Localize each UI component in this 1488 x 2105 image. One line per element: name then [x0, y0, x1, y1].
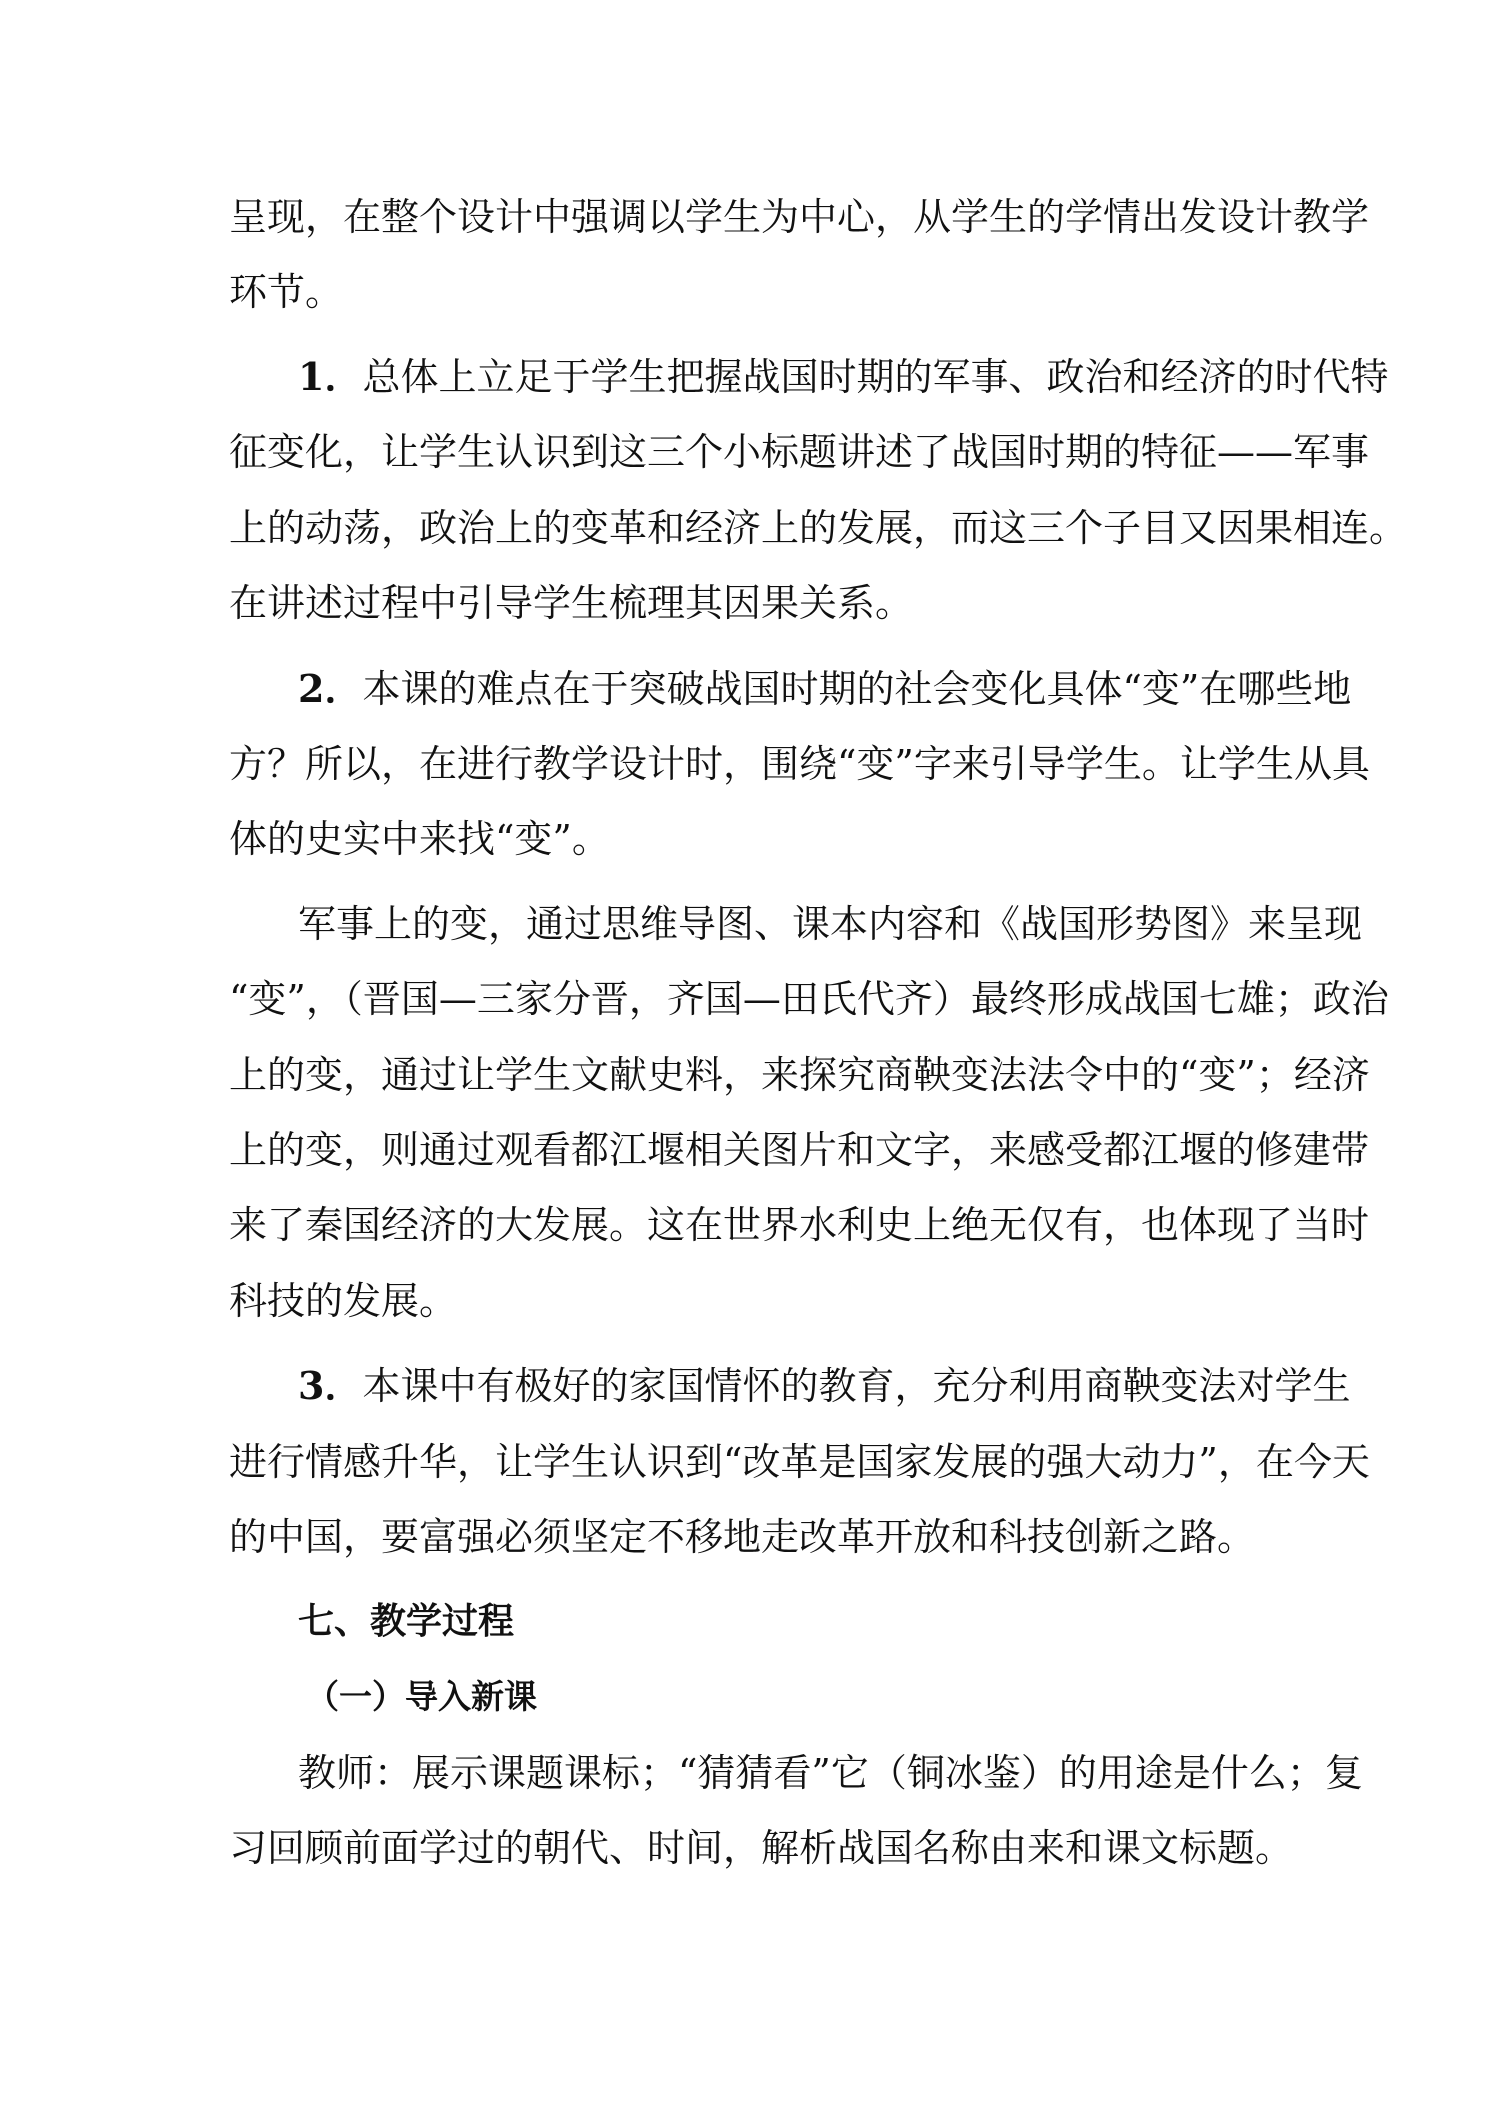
section-7-subheading: （一）导入新课 — [306, 1677, 537, 1716]
military-line-3: 上的变，通过让学生文献史料，来探究商鞅变法法令中的“变”；经济 — [229, 1053, 1370, 1097]
point-2-number: 2． — [298, 666, 363, 711]
point-3-number: 3． — [298, 1363, 363, 1408]
teacher-line-1: 教师：展示课题课标；“猜猜看”它（铜冰鉴）的用途是什么；复 — [298, 1751, 1363, 1795]
point-2-line-3: 体的史实中来找“变”。 — [229, 817, 610, 861]
military-line-4: 上的变，则通过观看都江堰相关图片和文字，来感受都江堰的修建带 — [229, 1128, 1370, 1172]
point-1-line-1 — [298, 352, 1389, 402]
military-line-1: 军事上的变，通过思维导图、课本内容和《战国形势图》来呈现 — [298, 902, 1363, 946]
section-7-heading: 七、教学过程 — [298, 1601, 515, 1642]
military-line-2: “变”，（晋国—三家分晋，齐国—田氏代齐）最终形成战国七雄；政治 — [229, 977, 1389, 1021]
intro-line-1: 呈现，在整个设计中强调以学生为中心，从学生的学情出发设计教学 — [229, 195, 1370, 239]
point-2-line-1 — [298, 664, 1352, 714]
point-1-number: 1． — [298, 354, 363, 399]
military-line-6: 科技的发展。 — [229, 1279, 458, 1323]
point-3-line-3: 的中国，要富强必须坚定不移地走改革开放和科技创新之路。 — [229, 1515, 1256, 1559]
point-1-line-2: 征变化，让学生认识到这三个小标题讲述了战国时期的特征——军事 — [229, 430, 1370, 474]
teacher-line-2: 习回顾前面学过的朝代、时间，解析战国名称由来和课文标题。 — [229, 1826, 1294, 1870]
point-3-line-2: 进行情感升华，让学生认识到“改革是国家发展的强大动力”，在今天 — [229, 1440, 1370, 1484]
point-1-text: 总体上立足于学生把握战国时期的军事、政治和经济的时代特 — [362, 355, 1389, 399]
point-3-text: 本课中有极好的家国情怀的教育，充分利用商鞅变法对学生 — [362, 1364, 1351, 1408]
point-1-line-4: 在讲述过程中引导学生梳理其因果关系。 — [229, 581, 914, 625]
point-2-line-2: 方？所以，在进行教学设计时，围绕“变”字来引导学生。让学生从具 — [229, 742, 1370, 786]
point-2-text: 本课的难点在于突破战国时期的社会变化具体“变”在哪些地 — [362, 667, 1352, 711]
point-1-line-3: 上的动荡，政治上的变革和经济上的发展，而这三个子目又因果相连。 — [229, 506, 1408, 550]
military-line-5: 来了秦国经济的大发展。这在世界水利史上绝无仅有，也体现了当时 — [229, 1203, 1370, 1247]
point-3-line-1 — [298, 1361, 1351, 1411]
intro-line-2: 环节。 — [229, 270, 344, 314]
